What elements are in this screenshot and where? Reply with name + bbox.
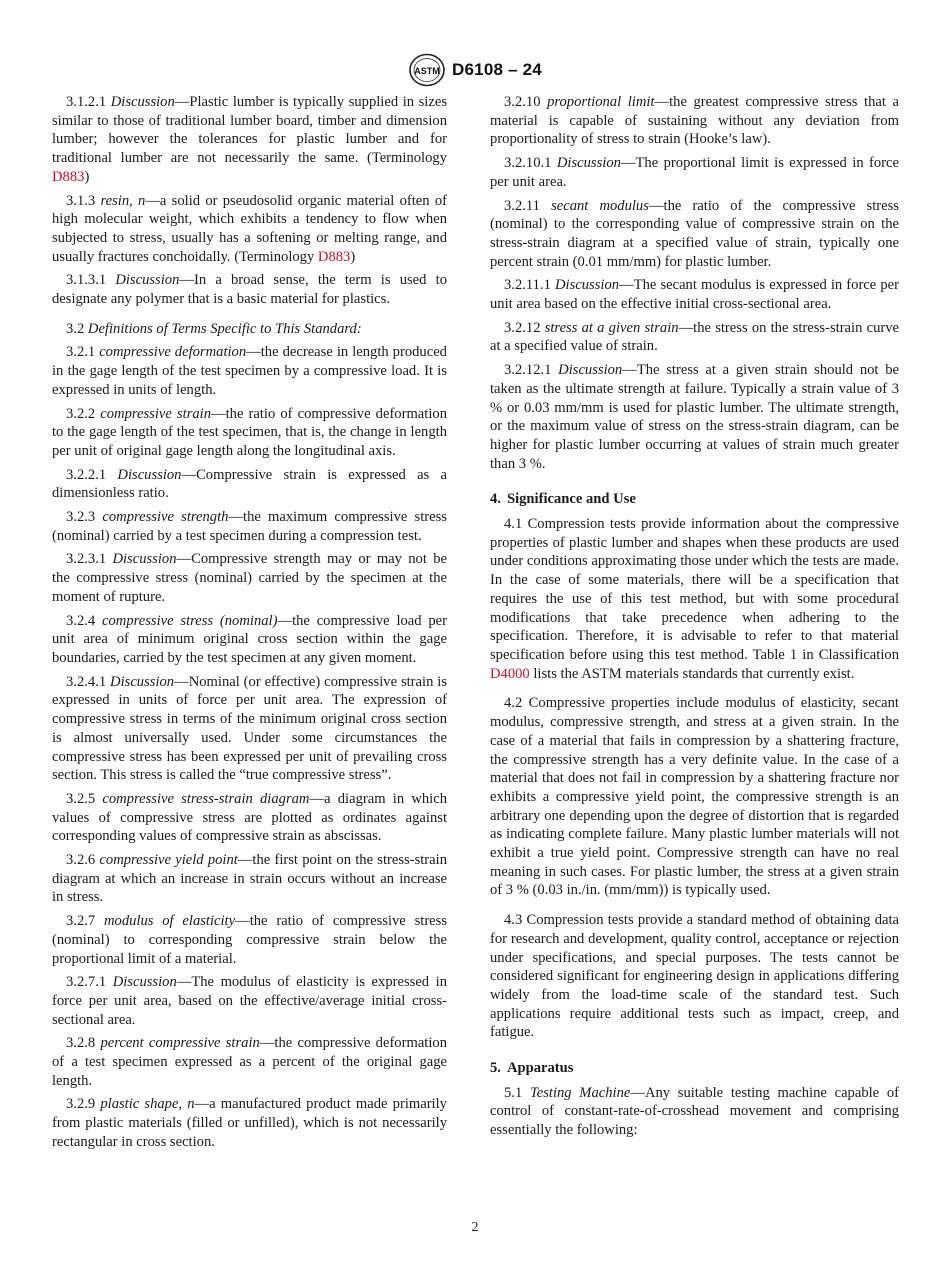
para-3-2-3-1: 3.2.3.1 Discussion—Compressive strength may or may not be the compressive stress (nominal) carried by the specimen at the moment of rupture. (52, 551, 447, 605)
para-3-2-8: 3.2.8 percent compressive strain—the compressive deformation of a test specimen expressed as a percent of the original gage length. (52, 1035, 447, 1089)
d883-link[interactable]: D883 (317, 248, 351, 265)
left-column (52, 93, 447, 1157)
para-3-2-11: 3.2.11 secant modulus—the ratio of the compressive stress (nominal) to the corresponding value of compressive strain on the stress-strain diagram at a specified value of strain, typically one percent strain (0.01 mm/mm) for plastic lumber. (490, 197, 899, 270)
para-3-2-2: 3.2.2 compressive strain—the ratio of compressive deformation to the gage length of the test specimen, that is, the change in length per unit of original gage length along the longitudinal axis. (52, 405, 447, 459)
standard-designation: D6108 – 24 (452, 60, 542, 79)
para-3-1-3: 3.1.3 resin, n—a solid or pseudosolid organic material often of high molecular weight, which exhibits a tendency to flow when subjected to stress, usually has a softening or melting range, and usually fractures conchoidally. (Terminology D883) (52, 192, 447, 265)
page-header (0, 52, 950, 88)
section-heading-apparatus: 5. Apparatus (490, 1060, 574, 1077)
para-3-2-3: 3.2.3 compressive strength—the maximum compressive stress (nominal) carried by a test specimen during a compression test. (52, 509, 447, 544)
section-heading-significance: 4. Significance and Use (490, 491, 636, 508)
para-3-1-3-1: 3.1.3.1 Discussion—In a broad sense, the term is used to designate any polymer that is a basic material for plastics. (52, 272, 447, 308)
d883-link[interactable]: D883 (52, 168, 85, 185)
para-3-2: 3.2 Definitions of Terms Specific to This Standard: (66, 320, 362, 337)
para-3-2-4: 3.2.4 compressive stress (nominal)—the compressive load per unit area of minimum original cross section within the gage boundaries, carried by the test specimen at any given moment. (52, 612, 448, 666)
page-number: 2 (471, 1220, 479, 1235)
para-3-2-5: 3.2.5 compressive stress-strain diagram—a diagram in which values of compressive stress are plotted as ordinates against corresponding values of compressive strain as abscissas. (52, 790, 447, 845)
para-4-2: 4.2 Compressive properties include modulus of elasticity, secant modulus, compressive strength, and stress at a given strain. In the case of a material that fails in compression by a shattering fracture, the compressive strength has a very definite value. In the case of a material that does not fail in compression by a shattering fracture nor exhibits a compressive yield point, the compressive strength is an arbitrary one depending upon the degree of distortion that is regarded as indicating complete failure. Many plastic lumber materials will not exhibit a true yield point. Compressive strength can have no real meaning in such cases. For plastic lumber, the stress at a given strain of 3 % (0.03 in./in. (mm/mm)) is typically used. (490, 695, 899, 899)
para-3-2-12: 3.2.12 stress at a given strain—the stress on the stress-strain curve at a specified value of strain. (490, 319, 899, 355)
para-3-2-7: 3.2.7 modulus of elasticity—the ratio of compressive stress (nominal) to corresponding compressive strain below the proportional limit of a material. (52, 913, 448, 967)
right-column (490, 93, 899, 1145)
para-5-1: 5.1 Testing Machine—Any suitable testing machine capable of control of constant-rate-of-crosshead movement and comprising essentially the following: (490, 1084, 899, 1139)
para-3-2-4-1: 3.2.4.1 Discussion—Nominal (or effective) compressive strain is expressed in units of force per unit area. The expression of compressive stress in terms of the minimum original cross section is almost universally used. Under some circumstances the compressive stress has been expressed per unit of prevailing cross section. This stress is called the “true compressive stress”. (52, 673, 447, 784)
svg-text:ASTM: ASTM (414, 66, 440, 76)
para-3-2-9: 3.2.9 plastic shape, n—a manufactured product made primarily from plastic materials (filled or unfilled), which is not necessarily rectangular in cross section. (52, 1096, 447, 1150)
para-3-2-6: 3.2.6 compressive yield point—the first point on the stress-strain diagram at which an increase in strain occurs without an increase in stress. (52, 852, 447, 906)
para-4-1: 4.1 Compression tests provide information about the compressive properties of plastic lumber and shapes when these products are used under conditions approximating those under which the tests are made. In the case of some materials, there will be a specification that requires the use of this test method, but with some procedural modifications that take precedence when adhering to the specification. Therefore, it is advisable to refer to that material specification before using this test method. Table 1 in Classification D4000 lists the ASTM materials standards that currently exist. (490, 516, 899, 682)
para-3-2-2-1: 3.2.2.1 Discussion—Compressive strain is expressed as a dimensionless ratio. (52, 466, 447, 502)
d4000-link[interactable]: D4000 (490, 665, 530, 682)
para-3-1-2-1: 3.1.2.1 Discussion—Plastic lumber is typically supplied in sizes similar to those of traditional lumber board, timber and dimension lumber; however the tolerances for plastic lumber and for traditional lumber are not necessarily the same. (Terminology D883) (52, 94, 447, 185)
para-3-2-10: 3.2.10 proportional limit—the greatest compressive stress that a material is capable of sustaining without any deviation from proportionality of stress to strain (Hooke’s law). (490, 94, 900, 148)
para-3-2-7-1: 3.2.7.1 Discussion—The modulus of elasticity is expressed in force per unit area, based on the effective/average initial cross-sectional area. (52, 974, 447, 1028)
para-3-2-11-1: 3.2.11.1 Discussion—The secant modulus is expressed in force per unit area based on the effective initial cross-sectional area. (490, 277, 899, 313)
para-4-3: 4.3 Compression tests provide a standard method of obtaining data for research and development, quality control, acceptance or rejection under specifications, and special purposes. The tests cannot be considered significant for engineering design in applications differing widely from the load-time scale of the standard test. Such applications require additional tests such as impact, creep, and fatigue. (490, 912, 899, 1041)
para-3-2-1: 3.2.1 compressive deformation—the decrease in length produced in the gage length of the test specimen by a compressive load. It is expressed in units of length. (52, 344, 447, 398)
para-3-2-10-1: 3.2.10.1 Discussion—The proportional limit is expressed in force per unit area. (490, 155, 899, 190)
para-3-2-12-1: 3.2.12.1 Discussion—The stress at a given strain should not be taken as the ultimate strength at failure. Typically a strain value of 3 % or 0.03 mm/mm is used for plastic lumber. The ultimate strength, or the maximum value of stress on the stress-strain diagram, can be higher for plastic lumber occurring at values of strain much greater than 3 %. (490, 362, 899, 472)
astm-logo-icon (408, 53, 446, 87)
